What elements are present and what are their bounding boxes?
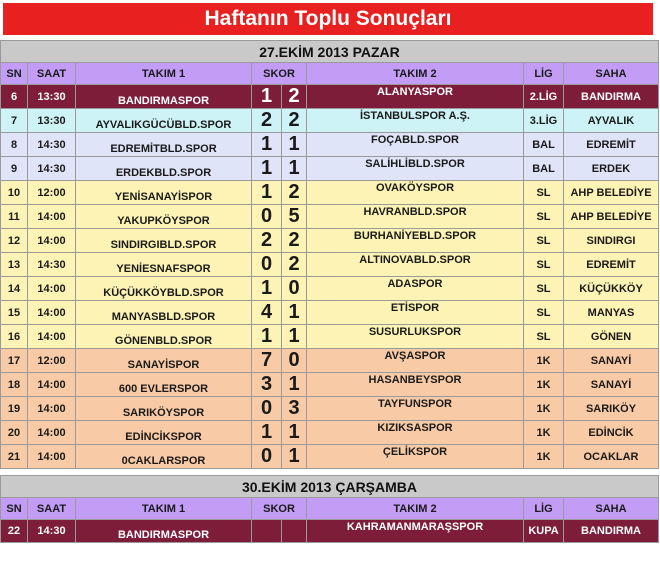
away-team: KIZIKSASPOR [307, 421, 524, 445]
match-time: 12:00 [28, 181, 76, 205]
home-team: EDREMİTBLD.SPOR [76, 133, 252, 157]
match-time: 14:00 [28, 421, 76, 445]
away-team: ALANYASPOR [307, 85, 524, 109]
header-skor: SKOR [252, 63, 307, 85]
table-row [1, 277, 659, 301]
away-team: HASANBEYSPOR [307, 373, 524, 397]
home-team: MANYASBLD.SPOR [76, 301, 252, 325]
league: 1K [524, 373, 564, 397]
home-team: SARIKÖYSPOR [76, 397, 252, 421]
row-number: 17 [1, 349, 28, 373]
league: 1K [524, 397, 564, 421]
league: BAL [524, 133, 564, 157]
match-time: 13:30 [28, 109, 76, 133]
venue: AHP BELEDİYE [564, 205, 659, 229]
home-score: 0 [252, 205, 282, 229]
away-score: 1 [282, 325, 307, 349]
row-number: 8 [1, 133, 28, 157]
away-score: 0 [282, 349, 307, 373]
home-score: 1 [252, 181, 282, 205]
league: 1K [524, 349, 564, 373]
home-score [252, 520, 282, 543]
away-score: 3 [282, 397, 307, 421]
header-takim2: TAKIM 2 [307, 63, 524, 85]
table-row [1, 520, 659, 543]
away-team: KAHRAMANMARAŞSPOR [307, 520, 524, 543]
header-sn: SN [1, 63, 28, 85]
away-score: 1 [282, 157, 307, 181]
row-number: 10 [1, 181, 28, 205]
home-score: 1 [252, 325, 282, 349]
league: SL [524, 301, 564, 325]
table-row [1, 373, 659, 397]
league: 2.LİG [524, 85, 564, 109]
away-team: ETİSPOR [307, 301, 524, 325]
league: KUPA [524, 520, 564, 543]
home-team: GÖNENBLD.SPOR [76, 325, 252, 349]
home-score: 1 [252, 85, 282, 109]
row-number: 14 [1, 277, 28, 301]
venue: MANYAS [564, 301, 659, 325]
match-time: 14:30 [28, 133, 76, 157]
match-date: 30.EKİM 2013 ÇARŞAMBA [1, 476, 659, 498]
league: SL [524, 253, 564, 277]
league: SL [524, 229, 564, 253]
row-number: 6 [1, 85, 28, 109]
away-team: FOÇABLD.SPOR [307, 133, 524, 157]
row-number: 11 [1, 205, 28, 229]
home-score: 7 [252, 349, 282, 373]
league: SL [524, 181, 564, 205]
venue: OCAKLAR [564, 445, 659, 469]
match-time: 14:30 [28, 520, 76, 543]
venue: EDİNCİK [564, 421, 659, 445]
match-time: 14:00 [28, 205, 76, 229]
home-score: 4 [252, 301, 282, 325]
header-row [1, 498, 659, 520]
home-team: 600 EVLERSPOR [76, 373, 252, 397]
home-team: YENİESNAFSPOR [76, 253, 252, 277]
row-number: 16 [1, 325, 28, 349]
table-row [1, 133, 659, 157]
away-score: 0 [282, 277, 307, 301]
away-score: 1 [282, 133, 307, 157]
home-team: BANDIRMASPOR [76, 520, 252, 543]
league: SL [524, 325, 564, 349]
row-number: 7 [1, 109, 28, 133]
row-number: 20 [1, 421, 28, 445]
league: 1K [524, 421, 564, 445]
away-team: ÇELİKSPOR [307, 445, 524, 469]
away-team: ADASPOR [307, 277, 524, 301]
row-number: 12 [1, 229, 28, 253]
away-score: 2 [282, 181, 307, 205]
home-score: 2 [252, 229, 282, 253]
match-time: 14:00 [28, 301, 76, 325]
home-score: 2 [252, 109, 282, 133]
row-number: 19 [1, 397, 28, 421]
away-score: 2 [282, 253, 307, 277]
home-team: YENİSANAYİSPOR [76, 181, 252, 205]
away-team: AVŞASPOR [307, 349, 524, 373]
away-score: 1 [282, 301, 307, 325]
row-number: 22 [1, 520, 28, 543]
league: SL [524, 205, 564, 229]
match-time: 13:30 [28, 85, 76, 109]
venue: SARIKÖY [564, 397, 659, 421]
league: 3.LİG [524, 109, 564, 133]
away-team: SUSURLUKSPOR [307, 325, 524, 349]
table-row [1, 301, 659, 325]
match-time: 14:00 [28, 397, 76, 421]
away-team: OVAKÖYSPOR [307, 181, 524, 205]
page-title: Haftanın Toplu Sonuçları [3, 3, 653, 35]
league: SL [524, 277, 564, 301]
away-score: 5 [282, 205, 307, 229]
venue: SANAYİ [564, 349, 659, 373]
header-lig: LİG [524, 498, 564, 520]
table-row [1, 397, 659, 421]
away-score: 2 [282, 85, 307, 109]
row-number: 13 [1, 253, 28, 277]
table-row [1, 157, 659, 181]
header-lig: LİG [524, 63, 564, 85]
home-team: EDİNCİKSPOR [76, 421, 252, 445]
venue: EDREMİT [564, 253, 659, 277]
row-number: 15 [1, 301, 28, 325]
date-row [1, 476, 659, 498]
table-row [1, 349, 659, 373]
away-team: İSTANBULSPOR A.Ş. [307, 109, 524, 133]
table-row [1, 205, 659, 229]
table-row [1, 253, 659, 277]
home-team: KÜÇÜKKÖYBLD.SPOR [76, 277, 252, 301]
match-time: 14:00 [28, 229, 76, 253]
away-team: TAYFUNSPOR [307, 397, 524, 421]
venue: AHP BELEDİYE [564, 181, 659, 205]
header-takim1: TAKIM 1 [76, 63, 252, 85]
home-score: 3 [252, 373, 282, 397]
header-saha: SAHA [564, 498, 659, 520]
match-time: 14:00 [28, 277, 76, 301]
away-score: 2 [282, 229, 307, 253]
header-row [1, 63, 659, 85]
home-team: SINDIRGIBLD.SPOR [76, 229, 252, 253]
away-score: 2 [282, 109, 307, 133]
header-saat: SAAT [28, 63, 76, 85]
venue: SANAYİ [564, 373, 659, 397]
header-sn: SN [1, 498, 28, 520]
header-skor: SKOR [252, 498, 307, 520]
venue: BANDIRMA [564, 85, 659, 109]
home-score: 0 [252, 253, 282, 277]
results-table-2 [0, 475, 659, 543]
table-row [1, 181, 659, 205]
header-takim1: TAKIM 1 [76, 498, 252, 520]
venue: SINDIRGI [564, 229, 659, 253]
header-saha: SAHA [564, 63, 659, 85]
match-time: 14:00 [28, 325, 76, 349]
match-time: 14:00 [28, 373, 76, 397]
venue: KÜÇÜKKÖY [564, 277, 659, 301]
table-row [1, 109, 659, 133]
home-team: 0CAKLARSPOR [76, 445, 252, 469]
match-date: 27.EKİM 2013 PAZAR [1, 41, 659, 63]
away-score: 1 [282, 373, 307, 397]
header-saat: SAAT [28, 498, 76, 520]
away-team: SALİHLİBLD.SPOR [307, 157, 524, 181]
away-team: HAVRANBLD.SPOR [307, 205, 524, 229]
home-score: 0 [252, 445, 282, 469]
row-number: 21 [1, 445, 28, 469]
row-number: 9 [1, 157, 28, 181]
away-team: BURHANİYEBLD.SPOR [307, 229, 524, 253]
away-team: ALTINOVABLD.SPOR [307, 253, 524, 277]
home-team: ERDEKBLD.SPOR [76, 157, 252, 181]
home-team: YAKUPKÖYSPOR [76, 205, 252, 229]
home-score: 0 [252, 397, 282, 421]
table-row [1, 325, 659, 349]
date-row [1, 41, 659, 63]
match-time: 14:30 [28, 157, 76, 181]
away-score: 1 [282, 421, 307, 445]
league: 1K [524, 445, 564, 469]
venue: ERDEK [564, 157, 659, 181]
results-table-1 [0, 40, 659, 469]
venue: AYVALIK [564, 109, 659, 133]
away-score [282, 520, 307, 543]
venue: BANDIRMA [564, 520, 659, 543]
venue: GÖNEN [564, 325, 659, 349]
table-row [1, 229, 659, 253]
table-row [1, 85, 659, 109]
home-team: BANDIRMASPOR [76, 85, 252, 109]
league: BAL [524, 157, 564, 181]
home-score: 1 [252, 421, 282, 445]
home-score: 1 [252, 133, 282, 157]
table-row [1, 421, 659, 445]
home-team: SANAYİSPOR [76, 349, 252, 373]
away-score: 1 [282, 445, 307, 469]
home-team: AYVALIKGÜCÜBLD.SPOR [76, 109, 252, 133]
home-score: 1 [252, 277, 282, 301]
row-number: 18 [1, 373, 28, 397]
match-time: 12:00 [28, 349, 76, 373]
match-time: 14:00 [28, 445, 76, 469]
header-takim2: TAKIM 2 [307, 498, 524, 520]
match-time: 14:30 [28, 253, 76, 277]
venue: EDREMİT [564, 133, 659, 157]
home-score: 1 [252, 157, 282, 181]
table-row [1, 445, 659, 469]
